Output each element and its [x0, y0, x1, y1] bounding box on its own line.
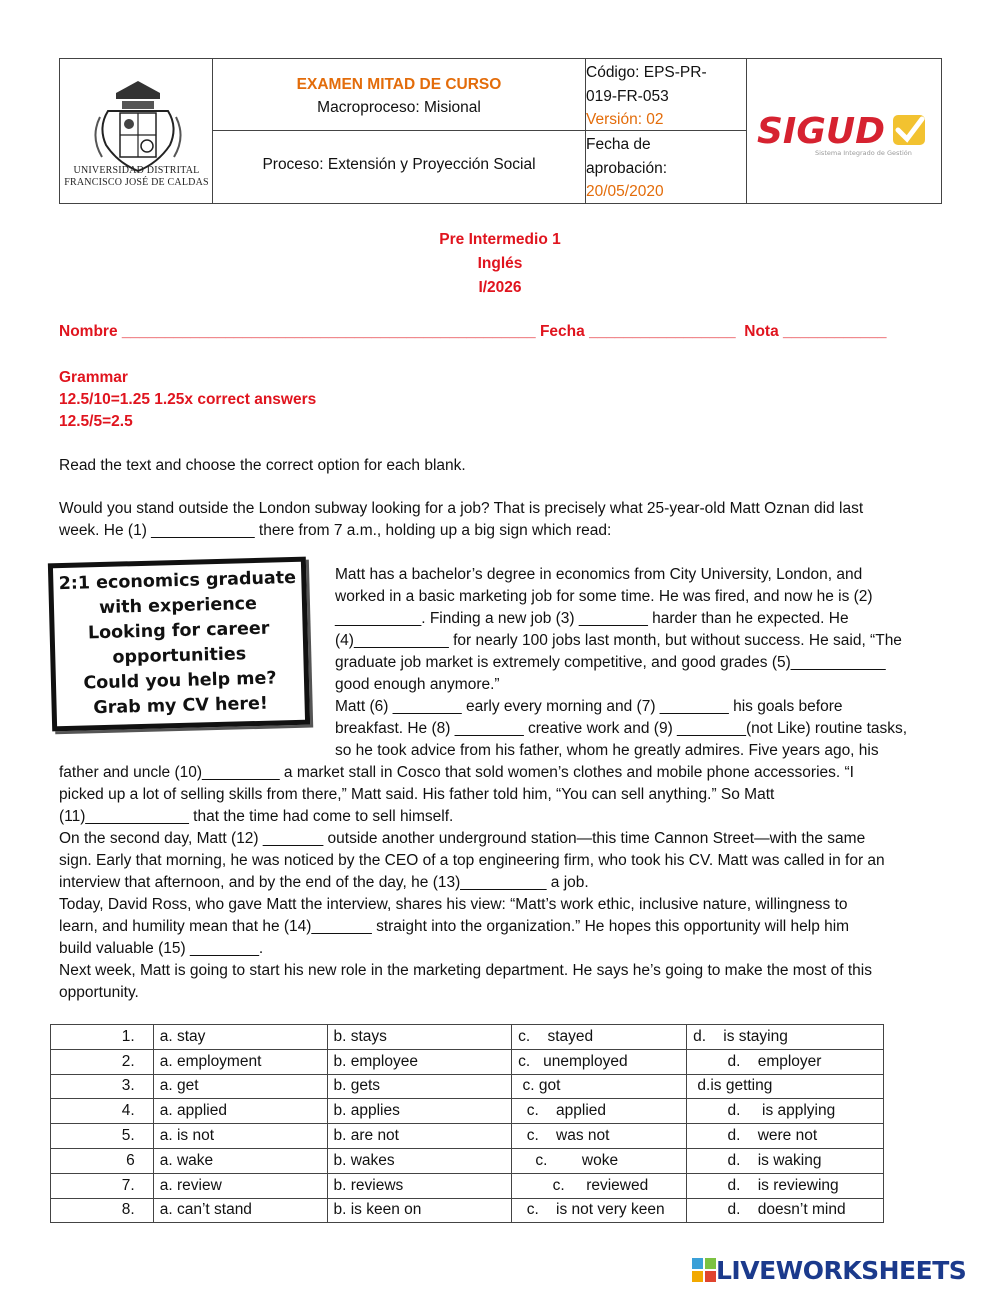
option-d[interactable]: d. is applying — [687, 1099, 884, 1124]
version: Versión: 02 — [586, 111, 664, 128]
option-a[interactable]: a. get — [153, 1074, 327, 1099]
option-row — [51, 1049, 884, 1074]
option-a[interactable]: a. applied — [153, 1099, 327, 1124]
option-row — [51, 1148, 884, 1173]
option-c[interactable]: c. is not very keen — [512, 1198, 687, 1223]
story-line: (11)____________ that the time had come to sell himself. — [59, 808, 454, 825]
date-label1: Fecha de — [586, 136, 651, 153]
grammar-heading: Grammar — [59, 369, 128, 386]
question-number: 8. — [51, 1198, 154, 1223]
option-c[interactable]: c. stayed — [512, 1025, 687, 1050]
process: Proceso: Extensión y Proyección Social — [262, 156, 536, 173]
student-info-line — [59, 323, 886, 341]
option-d[interactable]: d. is reviewing — [687, 1173, 884, 1198]
date-field[interactable]: Fecha _________________ — [539, 323, 736, 340]
story-line: picked up a lot of selling skills from there,” Matt said. His father told him, “You can sell anything.” So Matt — [59, 786, 775, 803]
header-table — [59, 58, 942, 204]
story-wrap-column — [335, 564, 940, 762]
sigud-brand: SIGUD — [757, 111, 885, 152]
course-level: Pre Intermedio 1 — [439, 231, 561, 248]
story-line: learn, and humility mean that he (14)_______ straight into the organization.” He hopes this opportunity will help him — [59, 918, 850, 935]
job-sign-image — [48, 557, 310, 732]
option-row — [51, 1074, 884, 1099]
exam-title: EXAMEN MITAD DE CURSO — [296, 76, 502, 93]
option-c[interactable]: c. got — [512, 1074, 687, 1099]
course-language: Inglés — [477, 255, 523, 272]
university-crest-icon — [78, 77, 198, 177]
story-line: breakfast. He (8) ________ creative work and (9) ________(not Like) routine tasks, — [335, 720, 908, 737]
story-line: build valuable (15) ________. — [59, 940, 264, 957]
sign-line: Could you help me? — [83, 668, 277, 694]
option-b[interactable]: b. reviews — [327, 1173, 512, 1198]
option-a[interactable]: a. can’t stand — [153, 1198, 327, 1223]
option-b[interactable]: b. employee — [327, 1049, 512, 1074]
option-row — [51, 1025, 884, 1050]
liveworksheets-logo — [692, 1254, 966, 1286]
university-logo-cell — [60, 59, 213, 203]
option-d[interactable]: d.is getting — [687, 1074, 884, 1099]
sign-line: opportunities — [112, 644, 247, 668]
option-b[interactable]: b. is keen on — [327, 1198, 512, 1223]
grammar-score2: 12.5/5=2.5 — [59, 413, 133, 430]
question-number: 3. — [51, 1074, 154, 1099]
question-number: 6 — [51, 1148, 154, 1173]
story-line: so he took advice from his father, whom he greatly admires. Five years ago, his — [335, 742, 879, 759]
story-line: worked in a basic marketing job for some time. He was fired, and now he is (2) — [335, 588, 873, 605]
sigud-subtitle: Sistema Integrado de Gestión — [815, 149, 912, 157]
approval-date: 20/05/2020 — [586, 183, 664, 200]
story-line: Matt has a bachelor’s degree in economics from City University, London, and — [335, 566, 863, 583]
liveworksheets-icon — [692, 1258, 716, 1282]
story-line: father and uncle (10)_________ a market stall in Cosco that sold women’s clothes and mobile phone accessories. “I — [59, 764, 854, 781]
university-name-line1: UNIVERSIDAD DISTRITAL — [73, 165, 200, 176]
code-line1: Código: EPS-PR- — [586, 64, 707, 81]
option-d[interactable]: d. employer — [687, 1049, 884, 1074]
option-row — [51, 1173, 884, 1198]
option-row — [51, 1198, 884, 1223]
intro-paragraph — [59, 498, 939, 542]
story-continued — [59, 762, 939, 1004]
option-b[interactable]: b. are not — [327, 1124, 512, 1149]
option-a[interactable]: a. employment — [153, 1049, 327, 1074]
liveworksheets-text: LIVEWORKSHEETS — [716, 1255, 967, 1285]
option-b[interactable]: b. wakes — [327, 1148, 512, 1173]
code-line2: 019-FR-053 — [586, 87, 669, 105]
option-a[interactable]: a. wake — [153, 1148, 327, 1173]
story-line: Next week, Matt is going to start his new role in the marketing department. He says he’s going to make the most of this — [59, 962, 872, 979]
question-number: 4. — [51, 1099, 154, 1124]
grammar-score1: 12.5/10=1.25 1.25x correct answers — [59, 391, 317, 408]
option-d[interactable]: d. is waking — [687, 1148, 884, 1173]
option-c[interactable]: c. reviewed — [512, 1173, 687, 1198]
option-c[interactable]: c. was not — [512, 1124, 687, 1149]
option-d[interactable]: d. were not — [687, 1124, 884, 1149]
process-cell — [213, 131, 586, 203]
option-c[interactable]: c. applied — [512, 1099, 687, 1124]
story-line: __________. Finding a new job (3) ________ harder than he expected. He — [335, 610, 849, 627]
story-line: graduate job market is extremely competitive, and good grades (5)___________ — [335, 654, 886, 671]
sigud-logo-cell — [747, 59, 941, 203]
sign-line: Grab my CV here! — [93, 693, 269, 719]
university-name-line2: FRANCISCO JOSÉ DE CALDAS — [64, 177, 209, 188]
option-c[interactable]: c. unemployed — [512, 1049, 687, 1074]
option-a[interactable]: a. review — [153, 1173, 327, 1198]
story-line: Matt (6) ________ early every morning and (7) ________ his goals before — [335, 698, 843, 715]
exam-title-cell — [213, 59, 586, 131]
grade-field: Nota ____________ — [744, 323, 887, 340]
date-label2: aprobación: — [586, 159, 668, 177]
story-line: On the second day, Matt (12) _______ outside another underground station—this time Cannon Street—with the same — [59, 830, 866, 847]
story-line: (4)___________ for nearly 100 jobs last month, but without success. He said, “The — [335, 632, 902, 649]
macroprocess: Macroproceso: Misional — [317, 99, 481, 116]
option-c[interactable]: c. woke — [512, 1148, 687, 1173]
approval-date-cell — [586, 131, 747, 203]
option-a[interactable]: a. stay — [153, 1025, 327, 1050]
option-a[interactable]: a. is not — [153, 1124, 327, 1149]
story-line: Today, David Ross, who gave Matt the interview, shares his view: “Matt’s work ethic, inclusive nature, willingness to — [59, 896, 848, 913]
answer-options-table — [50, 1024, 884, 1223]
option-b[interactable]: b. gets — [327, 1074, 512, 1099]
option-b[interactable]: b. stays — [327, 1025, 512, 1050]
intro-line: Would you stand outside the London subway looking for a job? That is precisely what 25-year-old Matt Oznan did last — [59, 500, 864, 517]
story-line: interview that afternoon, and by the end of the day, he (13)__________ a job. — [59, 874, 589, 891]
instruction: Read the text and choose the correct option for each blank. — [59, 457, 466, 474]
question-number: 7. — [51, 1173, 154, 1198]
course-titles — [0, 228, 1000, 300]
option-d[interactable]: d. doesn’t mind — [687, 1198, 884, 1223]
story-line: opportunity. — [59, 984, 139, 1001]
question-number: 5. — [51, 1124, 154, 1149]
grammar-section-header — [59, 367, 316, 433]
option-row — [51, 1099, 884, 1124]
intro-line: week. He (1) ____________ there from 7 a.m., holding up a big sign which read: — [59, 522, 612, 539]
option-b[interactable]: b. applies — [327, 1099, 512, 1124]
story-line: sign. Early that morning, he was noticed by the CEO of a top engineering firm, who took his CV. Matt was called in for an — [59, 852, 885, 869]
sign-line: with experience — [98, 593, 258, 619]
course-term: I/2026 — [478, 279, 522, 296]
name-field[interactable]: Nombre ________________________________________________ — [59, 323, 536, 340]
question-number: 2. — [51, 1049, 154, 1074]
sigud-logo-icon — [755, 107, 935, 157]
option-row — [51, 1124, 884, 1149]
story-line: good enough anymore.” — [335, 676, 500, 693]
option-d[interactable]: d. is staying — [687, 1025, 884, 1050]
sign-line: Looking for career — [87, 618, 270, 644]
sign-line: 2:1 economics graduate — [58, 567, 297, 595]
question-number: 1. — [51, 1025, 154, 1050]
code-cell — [586, 59, 747, 131]
